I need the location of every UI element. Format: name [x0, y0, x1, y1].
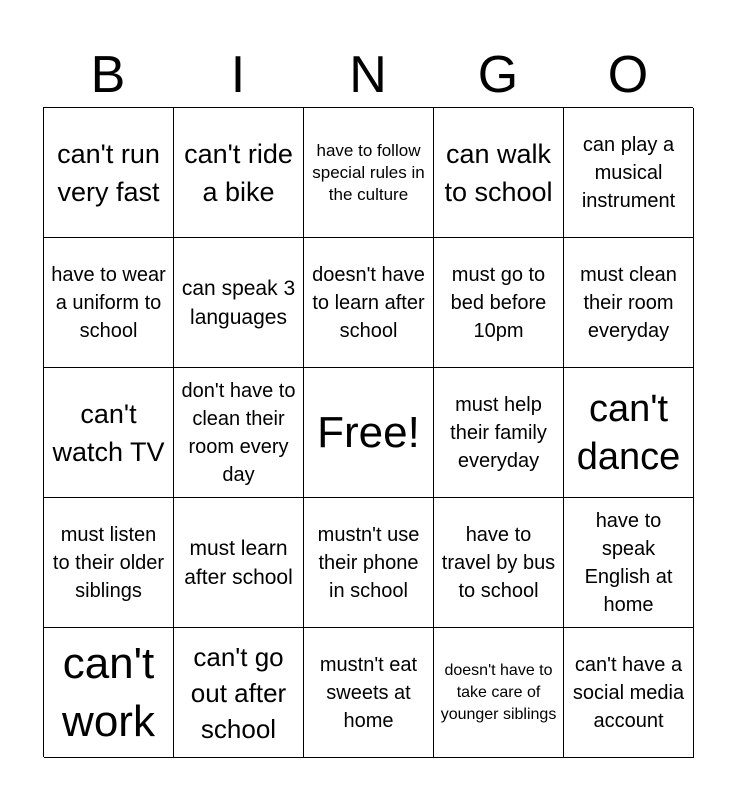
bingo-cell-r4c1[interactable] — [44, 498, 174, 628]
header-letter-i: I — [230, 46, 246, 104]
cell-text: must learn after school — [184, 536, 293, 589]
cell-text: can play a musical instrument — [581, 133, 676, 212]
bingo-cell-r1c1[interactable] — [44, 108, 174, 238]
bingo-cell-r2c1[interactable] — [44, 238, 174, 368]
header-letter-o: O — [607, 46, 649, 104]
bingo-cell-free[interactable] — [304, 368, 434, 498]
cell-text: have to wear a uniform to school — [51, 263, 166, 342]
bingo-cell-r1c2[interactable] — [174, 108, 304, 238]
bingo-card-grid — [43, 107, 693, 757]
header-letter-b: B — [90, 46, 126, 104]
bingo-cell-r5c5[interactable] — [564, 628, 694, 758]
bingo-cell-r3c1[interactable] — [44, 368, 174, 498]
cell-text: can't go out after school — [190, 641, 287, 744]
bingo-cell-r1c5[interactable] — [564, 108, 694, 238]
bingo-cell-r2c3[interactable] — [304, 238, 434, 368]
cell-text: must clean their room everyday — [580, 263, 677, 342]
cell-text: doesn't have to learn after school — [312, 263, 425, 342]
header-letter-n: N — [349, 46, 387, 104]
bingo-cell-r2c5[interactable] — [564, 238, 694, 368]
cell-text: don't have to clean their room every day — [181, 379, 296, 486]
cell-text: must listen to their older siblings — [52, 523, 165, 602]
bingo-cell-r5c1[interactable] — [44, 628, 174, 758]
cell-text: can't dance — [576, 387, 681, 478]
cell-text: can't ride a bike — [184, 138, 293, 207]
cell-text: mustn't use their phone in school — [317, 523, 420, 602]
cell-text: must go to bed before 10pm — [450, 263, 547, 342]
cell-text: can't have a social media account — [572, 653, 685, 732]
bingo-cell-r4c4[interactable] — [434, 498, 564, 628]
bingo-cell-r1c3[interactable] — [304, 108, 434, 238]
cell-text: have to speak English at home — [584, 509, 673, 616]
cell-text: can speak 3 languages — [181, 276, 296, 329]
cell-text: have to travel by bus to school — [441, 523, 556, 602]
bingo-header — [43, 42, 693, 108]
cell-text: can walk to school — [444, 138, 553, 207]
bingo-cell-r2c4[interactable] — [434, 238, 564, 368]
bingo-cell-r4c5[interactable] — [564, 498, 694, 628]
bingo-cell-r2c2[interactable] — [174, 238, 304, 368]
cell-text: have to follow special rules in the culture — [312, 140, 425, 204]
bingo-cell-r4c3[interactable] — [304, 498, 434, 628]
header-letter-g: G — [477, 46, 519, 104]
cell-text: can't work — [62, 638, 155, 746]
cell-text: can't run very fast — [57, 138, 160, 207]
cell-text: can't watch TV — [52, 398, 165, 467]
bingo-cell-r5c4[interactable] — [434, 628, 564, 758]
bingo-cell-r1c4[interactable] — [434, 108, 564, 238]
cell-text: doesn't have to take care of younger siblings — [440, 661, 557, 723]
bingo-cell-r5c2[interactable] — [174, 628, 304, 758]
cell-text: mustn't eat sweets at home — [319, 653, 418, 732]
cell-text: must help their family everyday — [450, 393, 547, 472]
bingo-cell-r4c2[interactable] — [174, 498, 304, 628]
bingo-cell-r5c3[interactable] — [304, 628, 434, 758]
bingo-cell-r3c2[interactable] — [174, 368, 304, 498]
free-space-text: Free! — [317, 407, 420, 457]
bingo-cell-r3c4[interactable] — [434, 368, 564, 498]
bingo-cell-r3c5[interactable] — [564, 368, 694, 498]
